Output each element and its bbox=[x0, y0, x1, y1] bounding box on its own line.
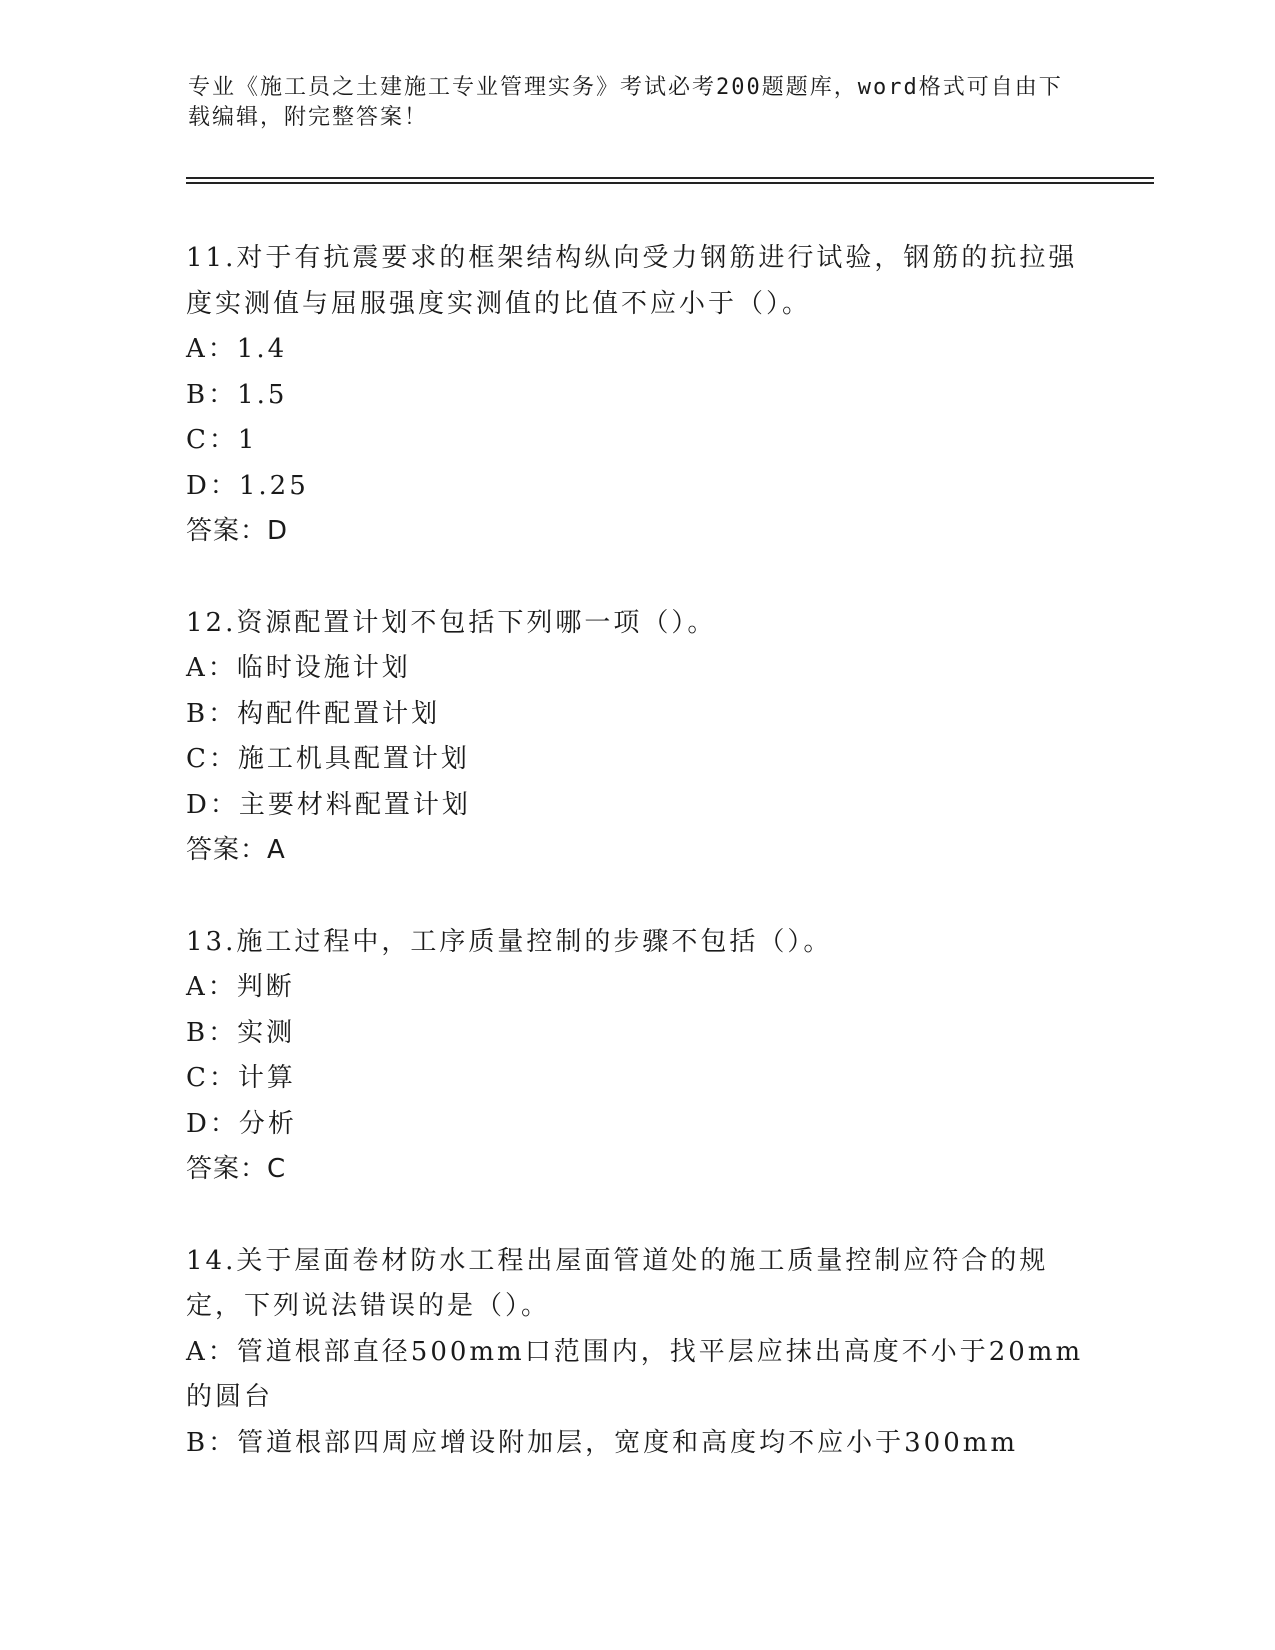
option-b: B：实测 bbox=[186, 1017, 296, 1048]
option-d: D：主要材料配置计划 bbox=[186, 789, 471, 820]
question-14 bbox=[186, 1239, 1086, 1467]
question-list bbox=[186, 236, 1086, 1466]
option-a: A：1.4 bbox=[186, 334, 288, 364]
option-b: B：1.5 bbox=[186, 379, 288, 410]
option-a: A：临时设施计划 bbox=[186, 653, 411, 683]
question-13 bbox=[186, 920, 1086, 1193]
option-c: C：施工机具配置计划 bbox=[186, 744, 470, 774]
question-spacer bbox=[186, 1193, 1086, 1239]
answer-line: 答案：A bbox=[186, 835, 286, 865]
question-spacer bbox=[186, 874, 1086, 920]
option-b: B：构配件配置计划 bbox=[186, 698, 441, 729]
question-spacer bbox=[186, 555, 1086, 601]
question-stem: 11.对于有抗震要求的框架结构纵向受力钢筋进行试验，钢筋的抗拉强度实测值与屈服强度实测值的比值不应小于（）。 bbox=[186, 243, 1078, 319]
option-a: A：判断 bbox=[186, 972, 295, 1002]
header-divider-top bbox=[186, 177, 1154, 179]
question-stem: 14.关于屋面卷材防水工程出屋面管道处的施工质量控制应符合的规定，下列说法错误的是（）。 bbox=[186, 1245, 1049, 1321]
question-11 bbox=[186, 236, 1086, 555]
answer-line: 答案：C bbox=[186, 1154, 287, 1184]
document-header: 专业《施工员之土建施工专业管理实务》考试必考200题题库，word格式可自由下载编辑，附完整答案！ bbox=[188, 75, 1063, 130]
option-d: D：1.25 bbox=[186, 470, 309, 501]
answer-line: 答案：D bbox=[186, 516, 289, 546]
option-c: C：1 bbox=[186, 425, 258, 455]
question-stem: 13.施工过程中，工序质量控制的步骤不包括（）。 bbox=[186, 926, 833, 957]
option-b: B：管道根部四周应增设附加层，宽度和高度均不应小于300mm bbox=[186, 1427, 1019, 1458]
option-a: A：管道根部直径500mm口范围内，找平层应抹出高度不小于20mm的圆台 bbox=[186, 1336, 1084, 1412]
header-divider-bottom bbox=[186, 182, 1154, 184]
option-c: C：计算 bbox=[186, 1063, 296, 1093]
question-12 bbox=[186, 601, 1086, 874]
question-stem: 12.资源配置计划不包括下列哪一项（）。 bbox=[186, 607, 717, 638]
option-d: D：分析 bbox=[186, 1108, 297, 1139]
